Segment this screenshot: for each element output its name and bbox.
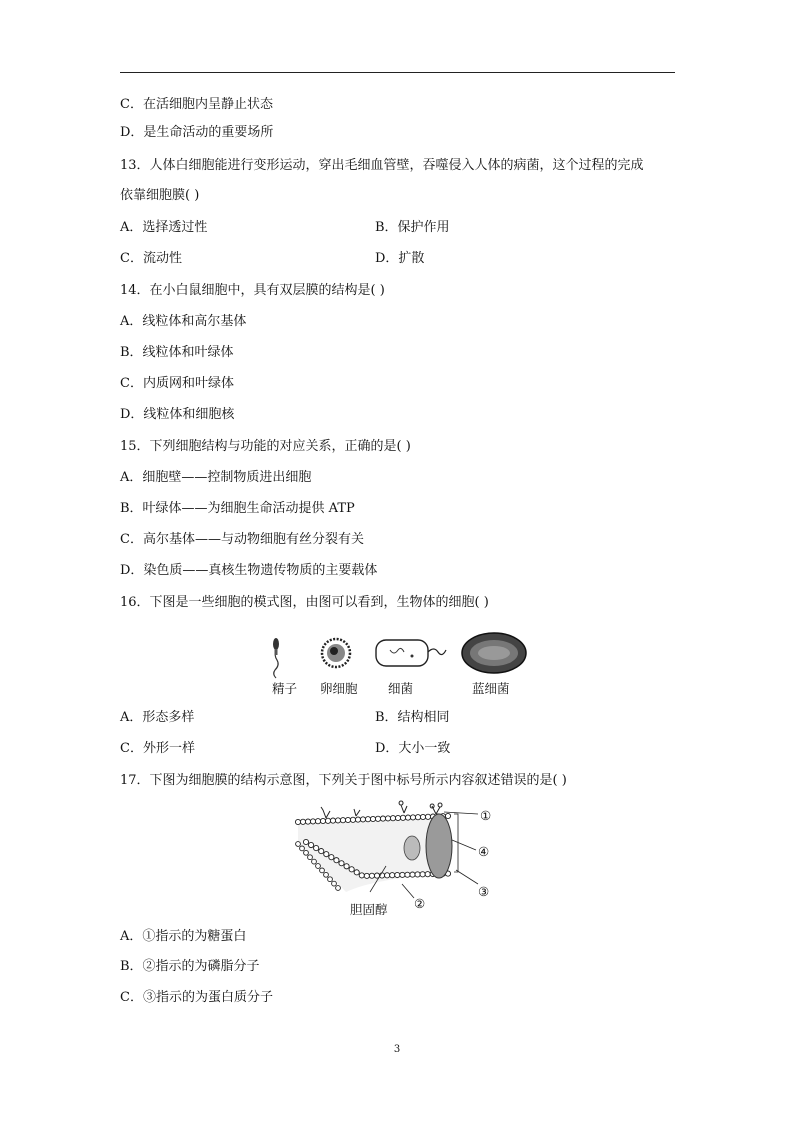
cell-membrane-figure bbox=[296, 800, 496, 900]
q13-stem-line2: 依靠细胞膜( ) bbox=[120, 188, 200, 203]
phospholipid-head bbox=[308, 855, 313, 860]
q16-option-a: A．形态多样 bbox=[120, 710, 195, 725]
q16-stem: 16．下图是一些细胞的模式图，由图可以看到，生物体的细胞( ) bbox=[120, 595, 489, 610]
page-number: 3 bbox=[393, 1044, 401, 1055]
q16-option-d: D．大小一致 bbox=[375, 741, 451, 756]
phospholipid-head bbox=[332, 881, 337, 886]
phospholipid-head bbox=[304, 850, 309, 855]
phospholipid-head bbox=[308, 842, 313, 847]
phospholipid-head bbox=[312, 859, 317, 864]
phospholipid-head bbox=[405, 815, 410, 820]
phospholipid-head bbox=[380, 816, 385, 821]
q13-option-c: C．流动性 bbox=[120, 251, 182, 266]
label-egg-cell: 卵细胞 bbox=[320, 681, 358, 696]
marker-2: ② bbox=[414, 896, 426, 911]
phospholipid-head bbox=[390, 873, 395, 878]
phospholipid-head bbox=[445, 813, 450, 818]
phospholipid-head bbox=[329, 855, 334, 860]
phospholipid-head bbox=[364, 873, 369, 878]
phospholipid-head bbox=[350, 817, 355, 822]
phospholipid-head bbox=[314, 845, 319, 850]
phospholipid-head bbox=[415, 815, 420, 820]
label-bacterium: 细菌 bbox=[388, 681, 414, 696]
phospholipid-head bbox=[300, 846, 305, 851]
phospholipid-head bbox=[344, 864, 349, 869]
phospholipid-head bbox=[296, 842, 301, 847]
q14-option-a: A．线粒体和高尔基体 bbox=[120, 314, 247, 329]
phospholipid-head bbox=[355, 817, 360, 822]
q13-option-d: D．扩散 bbox=[375, 251, 425, 266]
q15-option-d: D．染色质——真核生物遗传物质的主要载体 bbox=[120, 563, 378, 578]
phospholipid-head bbox=[315, 819, 320, 824]
phospholipid-head bbox=[320, 818, 325, 823]
bacterium-illustration bbox=[376, 640, 446, 666]
phospholipid-head bbox=[336, 886, 341, 891]
q15-option-b: B．叶绿体——为细胞生命活动提供 ATP bbox=[120, 501, 355, 516]
phospholipid-head bbox=[324, 852, 329, 857]
phospholipid-head bbox=[390, 816, 395, 821]
phospholipid-head bbox=[340, 818, 345, 823]
phospholipid-head bbox=[385, 873, 390, 878]
phospholipid-head bbox=[319, 849, 324, 854]
q17-stem: 17．下图为细胞膜的结构示意图，下列关于图中标号所示内容叙述错误的是( ) bbox=[120, 773, 567, 788]
label-cholesterol: 胆固醇 bbox=[350, 902, 388, 917]
phospholipid-head bbox=[335, 818, 340, 823]
q16-option-b: B．结构相同 bbox=[375, 710, 450, 725]
phospholipid-head bbox=[330, 818, 335, 823]
phospholipid-head bbox=[365, 817, 370, 822]
phospholipid-head bbox=[310, 819, 315, 824]
q17-option-c: C．③指示的为蛋白质分子 bbox=[120, 990, 273, 1005]
q17-option-a: A．①指示的为糖蛋白 bbox=[120, 929, 247, 944]
phospholipid-head bbox=[400, 815, 405, 820]
phospholipid-head bbox=[420, 814, 425, 819]
q13-stem-line1: 13．人体白细胞能进行变形运动，穿出毛细血管壁，吞噬侵入人体的病菌，这个过程的完成 bbox=[120, 158, 644, 173]
q15-option-a: A．细胞壁——控制物质进出细胞 bbox=[120, 470, 312, 485]
phospholipid-head bbox=[359, 873, 364, 878]
q13-option-a: A．选择透过性 bbox=[120, 220, 208, 235]
q17-option-b: B．②指示的为磷脂分子 bbox=[120, 959, 260, 974]
phospholipid-head bbox=[303, 839, 308, 844]
phospholipid-head bbox=[395, 872, 400, 877]
membrane-protein bbox=[426, 814, 452, 878]
phospholipid-head bbox=[415, 872, 420, 877]
phospholipid-head bbox=[360, 817, 365, 822]
egg-cell-illustration bbox=[322, 639, 350, 667]
phospholipid-head bbox=[300, 819, 305, 824]
phospholipid-head bbox=[395, 815, 400, 820]
prev-option-c: C．在活细胞内呈静止状态 bbox=[120, 97, 273, 112]
phospholipid-head bbox=[405, 872, 410, 877]
q15-stem: 15．下列细胞结构与功能的对应关系，正确的是( ) bbox=[120, 439, 411, 454]
phospholipid-head bbox=[385, 816, 390, 821]
q13-option-b: B．保护作用 bbox=[375, 220, 450, 235]
phospholipid-head bbox=[349, 867, 354, 872]
phospholipid-head bbox=[345, 817, 350, 822]
q15-option-c: C．高尔基体——与动物细胞有丝分裂有关 bbox=[120, 532, 364, 547]
phospholipid-head bbox=[410, 872, 415, 877]
phospholipid-head bbox=[410, 815, 415, 820]
label-sperm: 精子 bbox=[272, 681, 298, 696]
phospholipid-head bbox=[305, 819, 310, 824]
prev-option-d: D．是生命活动的重要场所 bbox=[120, 125, 274, 140]
phospholipid-head bbox=[320, 868, 325, 873]
q14-option-b: B．线粒体和叶绿体 bbox=[120, 345, 234, 360]
phospholipid-head bbox=[325, 818, 330, 823]
phospholipid-head bbox=[425, 872, 430, 877]
label-cyanobacterium: 蓝细菌 bbox=[472, 681, 510, 696]
phospholipid-head bbox=[324, 872, 329, 877]
q14-stem: 14．在小白鼠细胞中，具有双层膜的结构是( ) bbox=[120, 283, 385, 298]
phospholipid-head bbox=[369, 873, 374, 878]
q14-option-c: C．内质网和叶绿体 bbox=[120, 376, 234, 391]
q16-cells-figure bbox=[262, 632, 532, 678]
phospholipid-head bbox=[354, 870, 359, 875]
q16-option-c: C．外形一样 bbox=[120, 741, 195, 756]
phospholipid-head bbox=[375, 816, 380, 821]
phospholipid-head bbox=[339, 861, 344, 866]
phospholipid-head bbox=[295, 819, 300, 824]
phospholipid-head bbox=[316, 864, 321, 869]
phospholipid-head bbox=[370, 816, 375, 821]
phospholipid-head bbox=[328, 877, 333, 882]
marker-4: ④ bbox=[478, 844, 490, 859]
phospholipid-head bbox=[400, 872, 405, 877]
marker-1: ① bbox=[480, 808, 492, 823]
header-rule bbox=[120, 72, 675, 73]
marker-3: ③ bbox=[478, 884, 490, 899]
cyanobacterium-illustration bbox=[462, 633, 526, 673]
phospholipid-head bbox=[334, 858, 339, 863]
sperm-illustration bbox=[273, 638, 279, 678]
phospholipid-head bbox=[425, 814, 430, 819]
q14-option-d: D．线粒体和细胞核 bbox=[120, 407, 235, 422]
phospholipid-head bbox=[420, 872, 425, 877]
